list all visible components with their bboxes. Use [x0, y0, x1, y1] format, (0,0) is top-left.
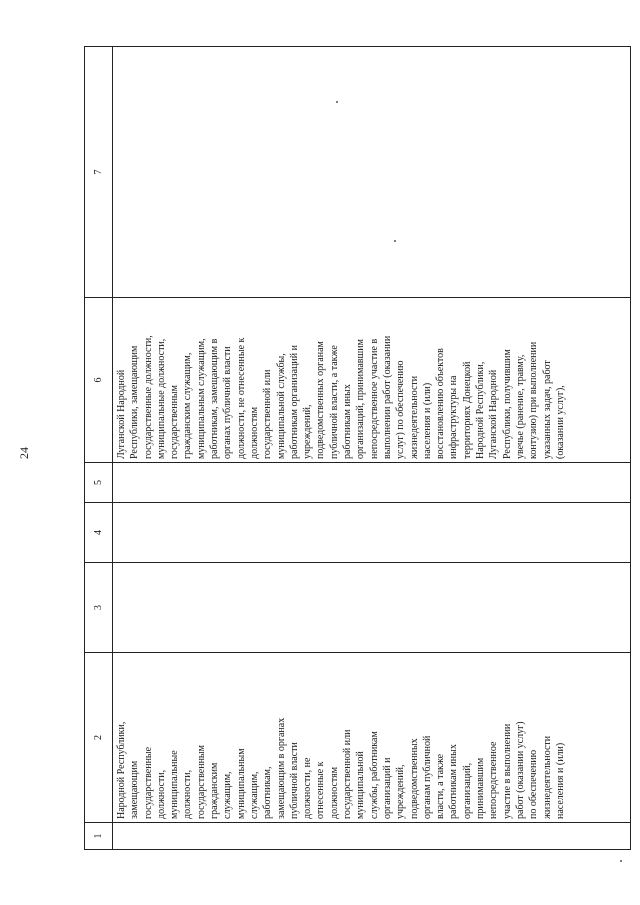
document-table	[84, 46, 631, 850]
body-col-5	[113, 463, 631, 503]
body-col-7	[113, 47, 631, 298]
scan-speck	[620, 860, 622, 862]
body-col-2	[113, 653, 631, 823]
col6-text: Луганской Народной Республики, замещающим государственные должности, муниципальные должности, государственным гражданским служащим, муниципальным служащим, работникам, замещающим в органах публичной власти должности, не отнесенные к должностям государственной или муниципальной службы, работникам организаций и учреждений, подведомственных органам публичной власти, а также работникам иных организаций, принимавшим непосредственное участие в выполнении работ (оказании услуг) по обеспечению жизнедеятельности населения и (или) восстановлению объектов инфраструктуры на территориях Донецкой Народной Республики, Луганской Народной Республики, получившим увечье (ранение, травму, контузию) при выполнении указанных задач, работ (оказании услуг),	[116, 335, 566, 459]
page-number: 24	[17, 447, 31, 459]
body-col-4	[113, 503, 631, 563]
table-body-row	[113, 47, 631, 850]
body-col-1	[113, 823, 631, 850]
header-col-2: 2	[85, 653, 113, 823]
scan-speck	[394, 240, 396, 242]
header-col-5: 5	[85, 463, 113, 503]
header-col-7: 7	[85, 47, 113, 298]
body-col-3	[113, 563, 631, 653]
header-col-4: 4	[85, 503, 113, 563]
header-col-3: 3	[85, 563, 113, 653]
table-header-row	[85, 47, 113, 850]
header-col-6: 6	[85, 298, 113, 463]
body-col-6	[113, 298, 631, 463]
rotated-table	[84, 47, 629, 850]
header-col-1: 1	[85, 823, 113, 850]
scan-speck	[336, 101, 338, 103]
col2-text: Народной Республики, замещающим государственные должности, муниципальные должности, государственным гражданским служащим, муниципальным служащим, работникам, замещающим в органах публичной власти должности, не отнесенные к должностям государственной или муниципальной службы, работникам организаций и учреждений, подведомственных органам публичной власти, а также работникам иных организаций, принимавшим непосредственное участие в выполнении работ (оказании услуг) по обеспечению жизнедеятельности населения и (или)	[116, 717, 566, 819]
